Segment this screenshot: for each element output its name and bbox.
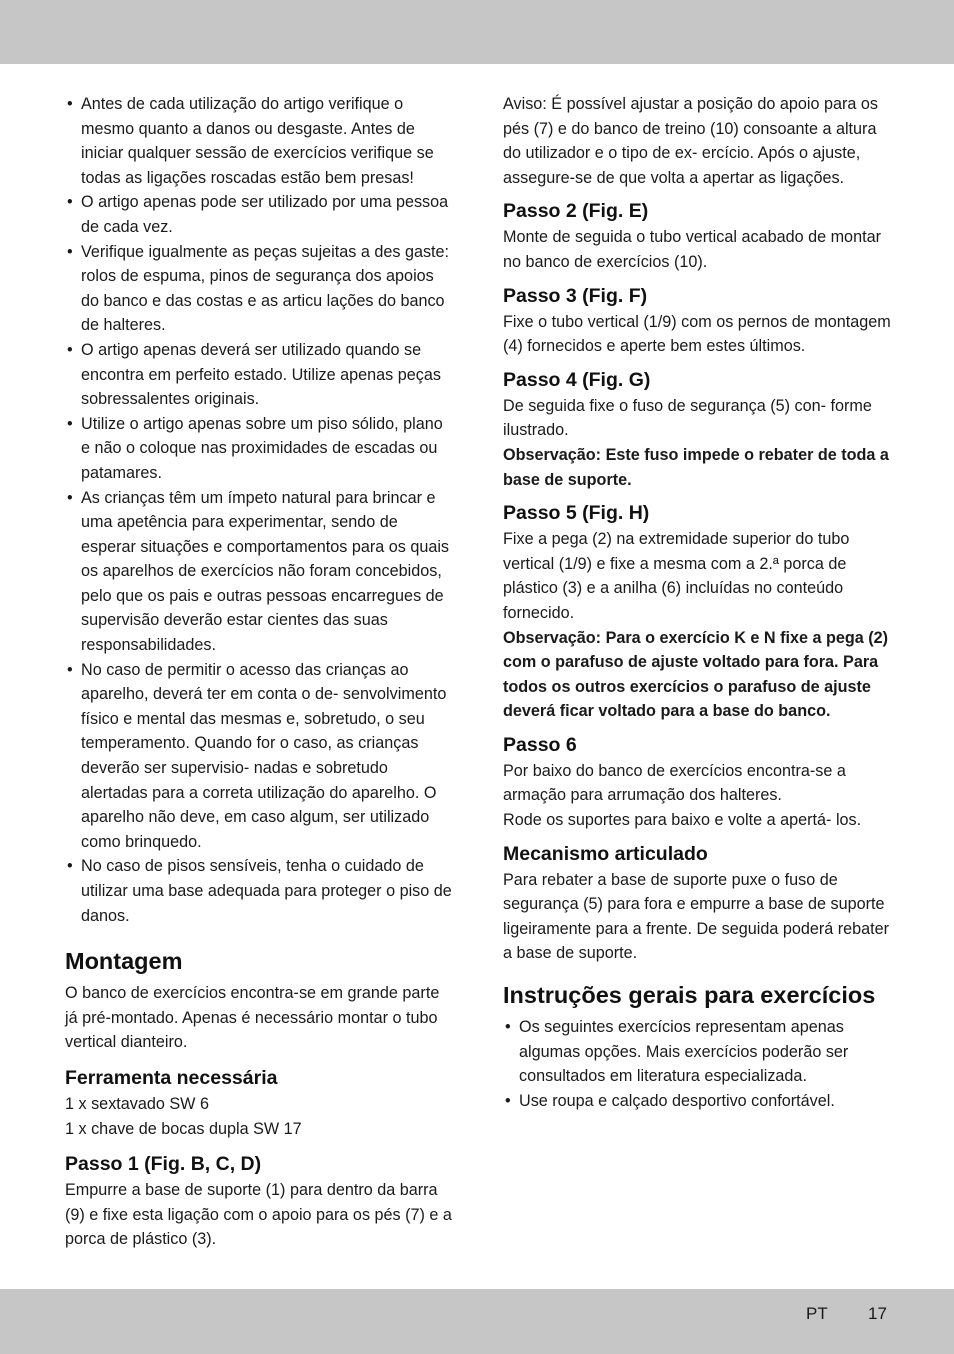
- page-number: 17: [868, 1304, 887, 1323]
- header-band: [0, 0, 954, 64]
- passo4-heading: Passo 4 (Fig. G): [503, 368, 651, 391]
- montagem-text: O banco de exercícios encontra-se em grande parte já pré-montado. Apenas é necessário montar o tubo vertical dianteiro.: [65, 984, 440, 1052]
- list-item: • Os seguintes exercícios representam apenas algumas opções. Mais exercícios poderão ser consultados em literatura especializada.: [503, 1015, 893, 1089]
- passo4-note: Observação: Este fuso impede o rebater de toda a base de suporte.: [503, 445, 889, 489]
- passo3-text: Fixe o tubo vertical (1/9) com os pernos de montagem (4) fornecidos e aperte bem estes últimos.: [503, 312, 891, 356]
- list-item: • As crianças têm um ímpeto natural para brincar e uma apetência para experimentar, sendo de esperar situações e comportamentos para os quais os aparelhos de exercícios não foram concebidos, pelo que os pais e outras pessoas encarregues de supervisão deverão estar cientes das suas responsabilidades.: [65, 486, 455, 658]
- list-item: • No caso de pisos sensíveis, tenha o cuidado de utilizar uma base adequada para proteger o piso de danos.: [65, 854, 455, 928]
- instrucoes-heading: Instruções gerais para exercícios: [503, 982, 876, 1009]
- mecanismo-heading: Mecanismo articulado: [503, 842, 708, 865]
- montagem-heading: Montagem: [65, 948, 183, 975]
- passo1-text: Empurre a base de suporte (1) para dentro da barra (9) e fixe esta ligação com o apoio para os pés (7) e a porca de plástico (3).: [65, 1181, 452, 1249]
- list-item: • Utilize o artigo apenas sobre um piso sólido, plano e não o coloque nas proximidades de escadas ou patamares.: [65, 412, 455, 486]
- left-column: [65, 92, 455, 1252]
- list-item: • No caso de permitir o acesso das crianças ao aparelho, deverá ter em conta o de- senvolvimento físico e mental das mesmas e, sobretudo, o seu temperamento. Quando for o caso, as crianças deverão ser supervisio- nadas e sobretudo alertadas para a correta utilização do aparelho. O aparelho não deve, em caso algum, ser utilizado como brinquedo.: [65, 658, 455, 855]
- list-item: • Verifique igualmente as peças sujeitas a des gaste: rolos de espuma, pinos de segurança dos apoios do banco e das costas e as articu lações do banco de halteres.: [65, 240, 455, 338]
- passo2-heading: Passo 2 (Fig. E): [503, 200, 649, 223]
- footer-language: PT: [806, 1304, 828, 1323]
- passo6-text: Por baixo do banco de exercícios encontra-se a armação para arrumação dos halteres.: [503, 761, 846, 805]
- list-item: • Antes de cada utilização do artigo verifique o mesmo quanto a danos ou desgaste. Antes de iniciar qualquer sessão de exercícios verifique se todas as ligações roscadas estão bem presas!: [65, 92, 455, 190]
- passo1-heading: Passo 1 (Fig. B, C, D): [65, 1153, 262, 1176]
- passo3-heading: Passo 3 (Fig. F): [503, 284, 648, 307]
- list-item: • Use roupa e calçado desportivo confortável.: [503, 1089, 893, 1114]
- ferramenta-line: 1 x sextavado SW 6: [65, 1094, 209, 1113]
- passo4-text: De seguida fixe o fuso de segurança (5) con- forme ilustrado.: [503, 396, 872, 440]
- list-item: • O artigo apenas pode ser utilizado por uma pessoa de cada vez.: [65, 190, 455, 239]
- passo6-text: Rode os suportes para baixo e volte a apertá- los.: [503, 811, 862, 830]
- passo5-heading: Passo 5 (Fig. H): [503, 502, 650, 525]
- safety-bullet-list: [65, 92, 455, 928]
- aviso-text: Aviso: É possível ajustar a posição do apoio para os pés (7) e do banco de treino (10) consoante a altura do utilizador e o tipo de ex- ercício. Após o ajuste, assegure-se de que volta a apertar as ligações.: [503, 95, 878, 187]
- ferramenta-line: 1 x chave de bocas dupla SW 17: [65, 1119, 302, 1138]
- list-item: • O artigo apenas deverá ser utilizado quando se encontra em perfeito estado. Utilize apenas peças sobressalentes originais.: [65, 338, 455, 412]
- passo5-note: Observação: Para o exercício K e N fixe a pega (2) com o parafuso de ajuste voltado para fora. Para todos os outros exercícios o parafuso de ajuste deverá ficar voltado para a base do banco.: [503, 628, 889, 721]
- instrucoes-bullet-list: [503, 1015, 893, 1113]
- mecanismo-text: Para rebater a base de suporte puxe o fuso de segurança (5) para fora e empurre a base de suporte ligeiramente para a frente. De seguida poderá rebater a base de suporte.: [503, 870, 890, 963]
- passo2-text: Monte de seguida o tubo vertical acabado de montar no banco de exercícios (10).: [503, 228, 881, 271]
- ferramenta-heading: Ferramenta necessária: [65, 1066, 278, 1089]
- right-column: [503, 92, 893, 1113]
- passo6-heading: Passo 6: [503, 733, 577, 756]
- passo5-text: Fixe a pega (2) na extremidade superior do tubo vertical (1/9) e fixe a mesma com a 2.ª porca de plástico (3) e a anilha (6) incluídas no conteúdo fornecido.: [503, 530, 850, 622]
